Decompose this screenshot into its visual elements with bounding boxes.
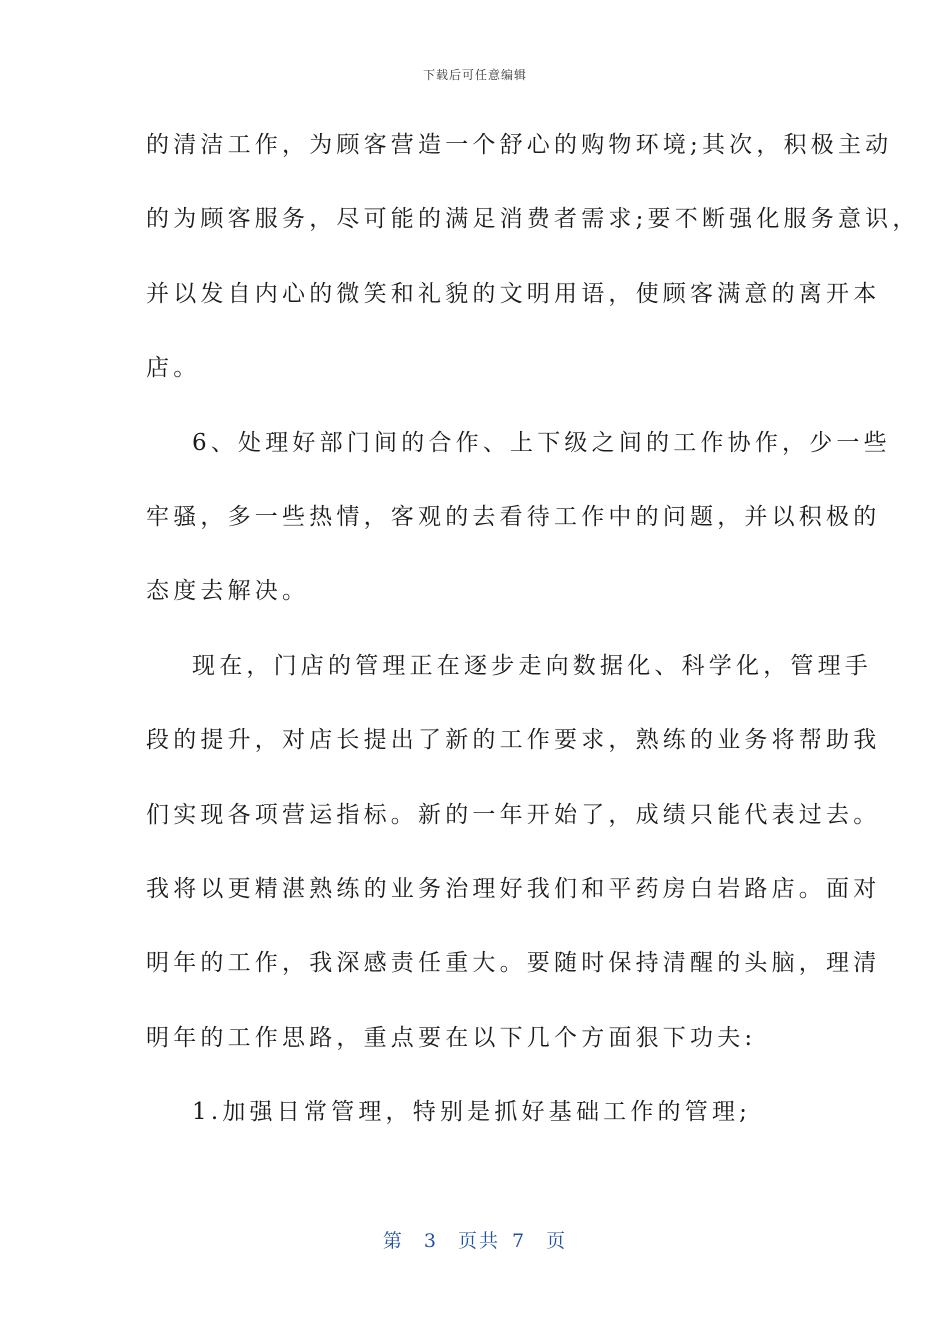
text-line: 的为顾客服务，尽可能的满足消费者需求;要不断强化服务意识，: [146, 206, 920, 233]
footer-current-page: 3: [423, 1230, 438, 1252]
footer-total-pages: 7: [512, 1230, 527, 1252]
footer-middle: 页共: [457, 1230, 500, 1252]
footer-suffix: 页: [546, 1230, 568, 1252]
text-line: 们实现各项营运指标。新的一年开始了，成绩只能代表过去。: [146, 801, 881, 828]
text-line: 明年的工作思路，重点要在以下几个方面狠下功夫:: [146, 1024, 757, 1051]
text-line: 店。: [146, 355, 201, 382]
text-line: 现在，门店的管理正在逐步走向数据化、科学化，管理手: [192, 652, 872, 679]
text-line: 牢骚，多一些热情，客观的去看待工作中的问题，并以积极的: [146, 503, 881, 530]
text-line: 1.加强日常管理，特别是抓好基础工作的管理;: [192, 1099, 752, 1126]
text-line: 明年的工作，我深感责任重大。要随时保持清醒的头脑，理清: [146, 950, 881, 977]
text-line: 我将以更精湛熟练的业务治理好我们和平药房白岩路店。面对: [146, 875, 881, 902]
text-line: 段的提升，对店长提出了新的工作要求，熟练的业务将帮助我: [146, 727, 881, 754]
page-footer: [0, 1226, 950, 1253]
document-body: [146, 121, 920, 1162]
text-line: 态度去解决。: [146, 578, 310, 605]
footer-prefix: 第: [382, 1230, 404, 1252]
text-line: 并以发自内心的微笑和礼貌的文明用语，使顾客满意的离开本: [146, 280, 881, 307]
text-line: 6、处理好部门间的合作、上下级之间的工作协作，少一些: [192, 429, 891, 456]
text-line: 的清洁工作，为顾客营造一个舒心的购物环境;其次，积极主动: [146, 132, 893, 158]
header-note: 下载后可任意编辑: [422, 68, 527, 82]
